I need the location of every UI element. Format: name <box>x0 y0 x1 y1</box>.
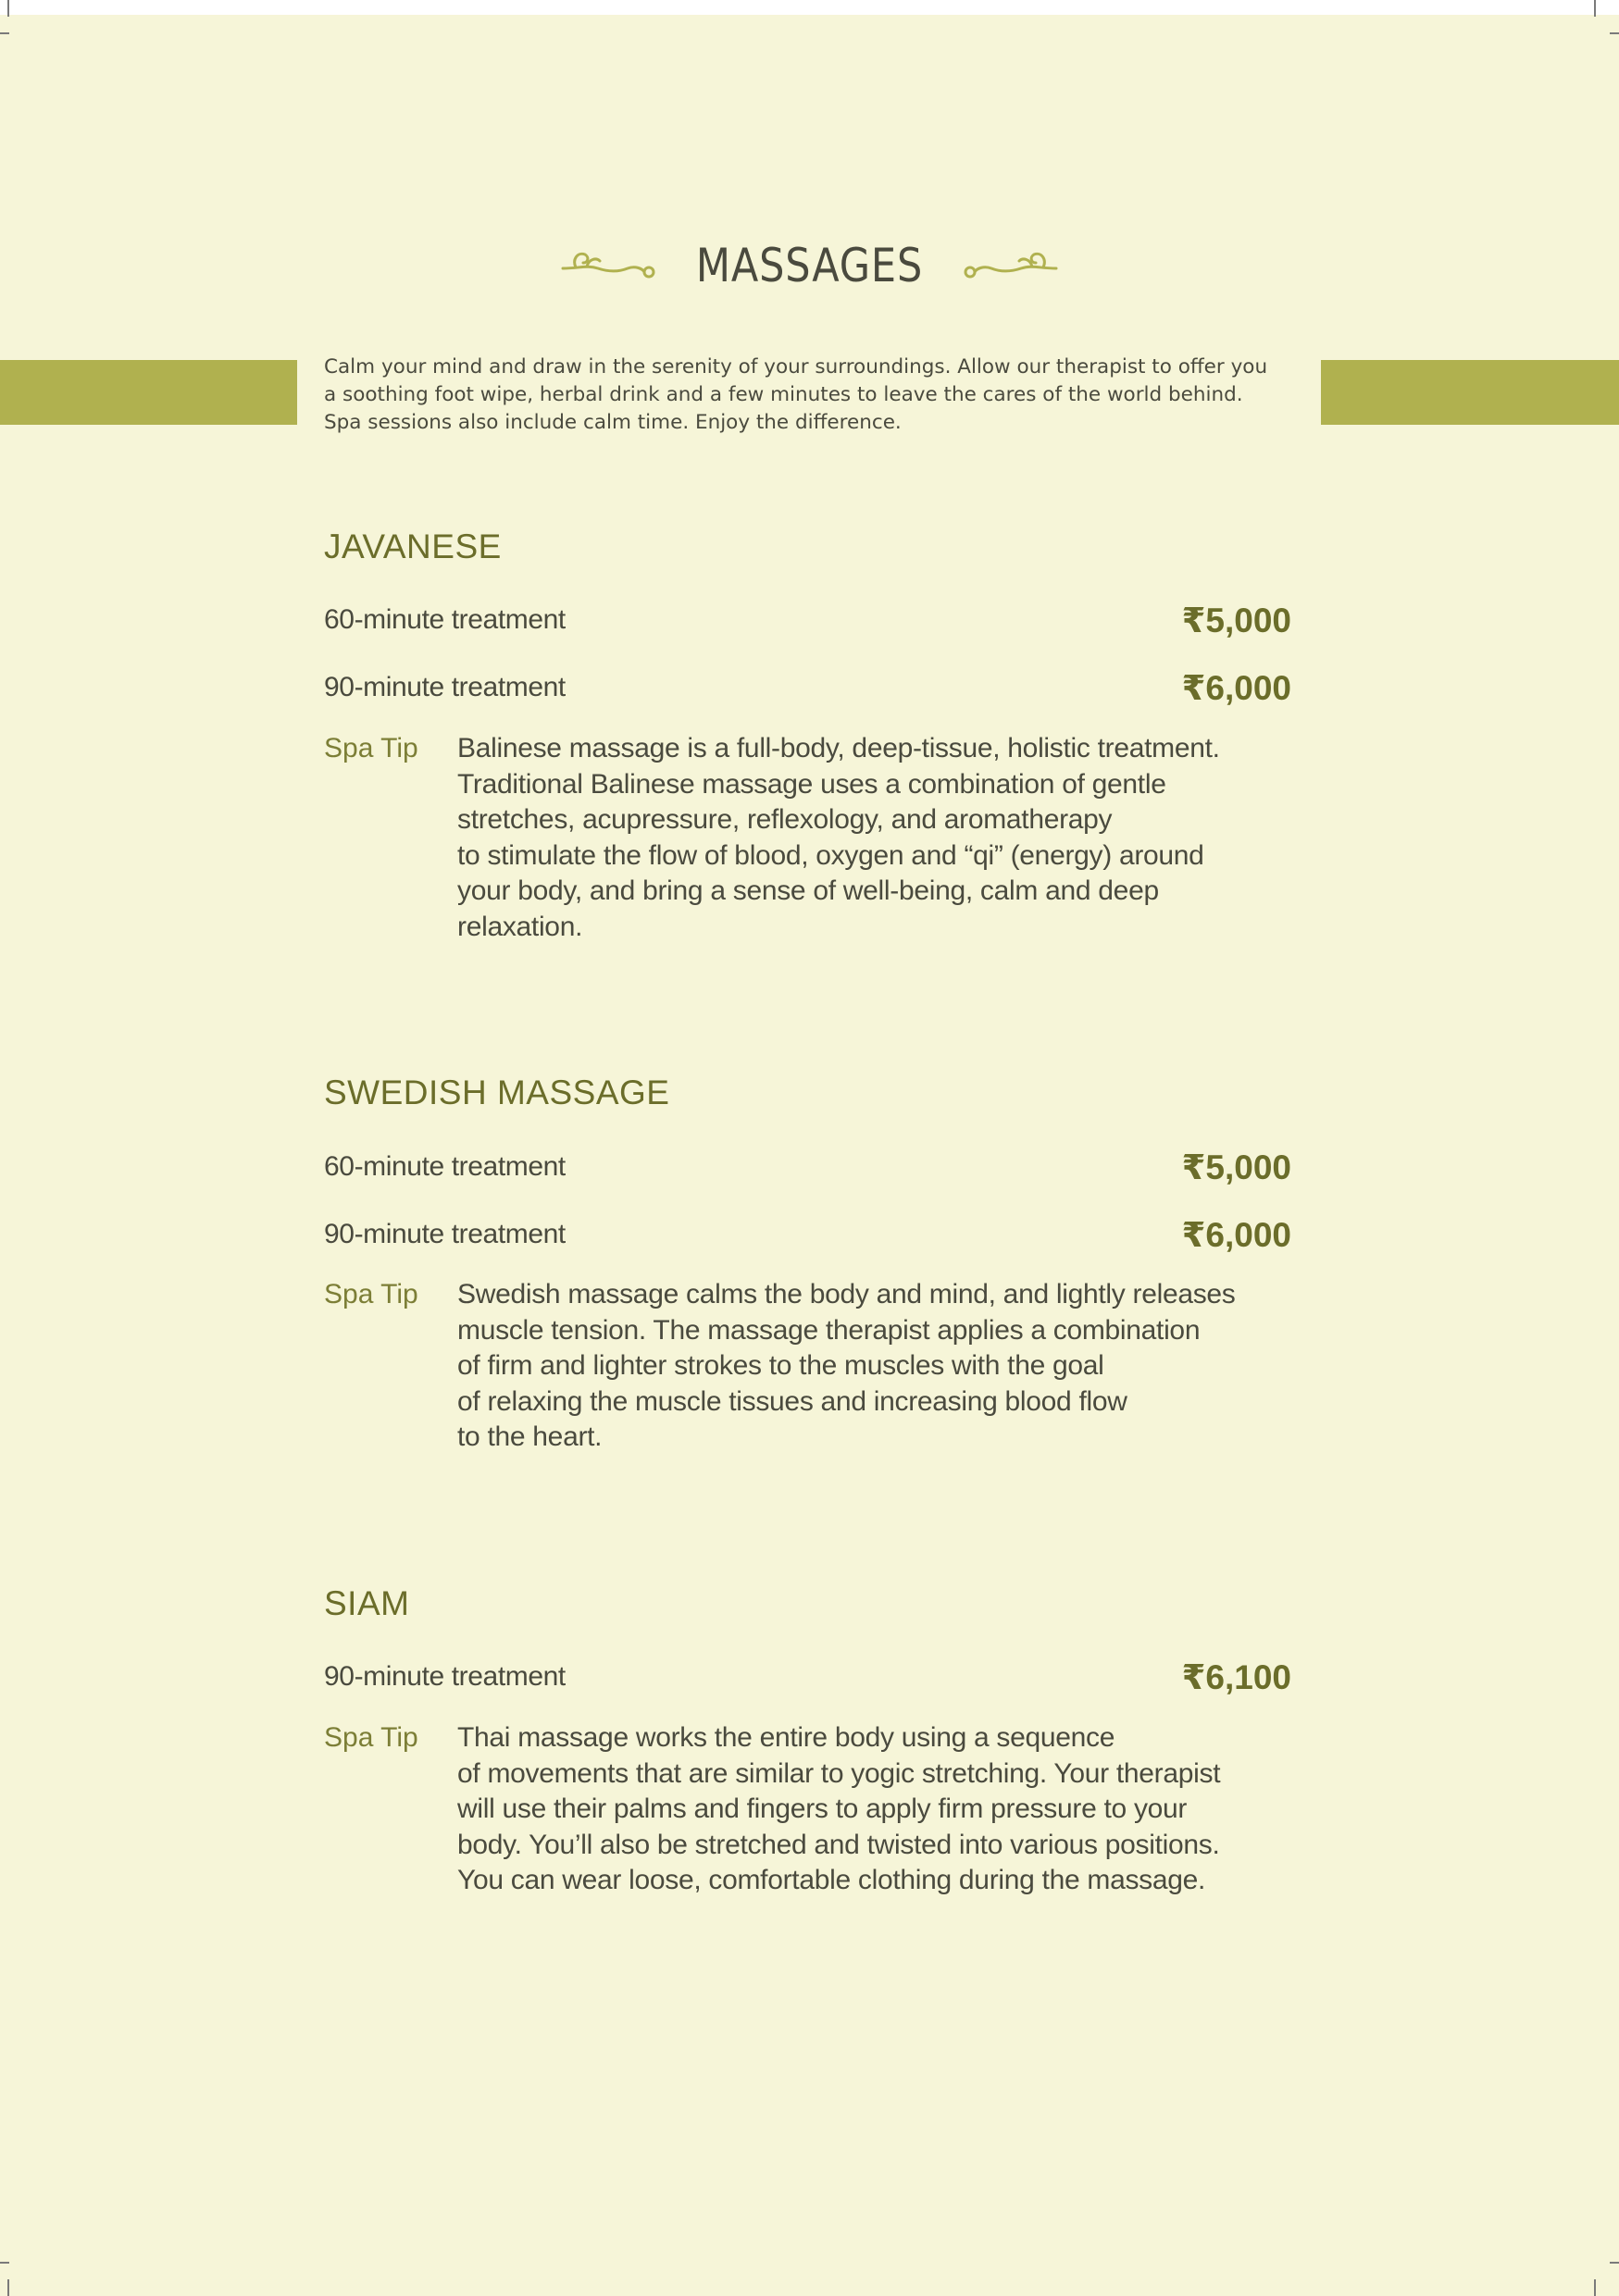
crop-mark-top-left <box>7 0 9 17</box>
crop-mark-left-bottom <box>0 2262 9 2264</box>
spa-tip-label: Spa Tip <box>324 733 418 763</box>
treatment-row <box>324 1148 1291 1188</box>
page-title: MASSAGES <box>695 239 924 292</box>
crop-mark-bottom-left <box>7 2279 9 2296</box>
treatment-label: 90-minute treatment <box>324 672 566 702</box>
spa-tip-label: Spa Tip <box>324 1722 418 1753</box>
intro-line: a soothing foot wipe, herbal drink and a few minutes to leave the cares of the world behind. <box>324 383 1243 406</box>
section-title: SIAM <box>324 1584 410 1622</box>
spa-tip-text <box>457 1720 1337 1899</box>
treatment-row <box>324 601 1291 641</box>
left-accent-band <box>0 360 297 425</box>
treatment-label: 90-minute treatment <box>324 1661 566 1692</box>
tip-line: Swedish massage calms the body and mind, and lightly releases <box>457 1279 1236 1309</box>
tip-line: Traditional Balinese massage uses a combination of gentle <box>457 768 1166 800</box>
crop-mark-bottom-right <box>1594 2279 1596 2296</box>
tip-line: of movements that are similar to yogic stretching. Your therapist <box>457 1757 1221 1789</box>
tip-line: to stimulate the flow of blood, oxygen and “qi” (energy) around <box>457 839 1204 871</box>
tip-line: to the heart. <box>457 1421 603 1452</box>
tip-line: of relaxing the muscle tissues and increasing blood flow <box>457 1385 1127 1417</box>
treatment-label: 90-minute treatment <box>324 1219 566 1249</box>
tip-line: your body, and bring a sense of well-being, calm and deep <box>457 875 1159 906</box>
tip-line: relaxation. <box>457 911 583 942</box>
spa-tip-text <box>457 731 1337 945</box>
spa-tip-text <box>457 1277 1337 1456</box>
treatment-price: ₹5,000 <box>1181 602 1291 639</box>
tip-line: Thai massage works the entire body using a sequence <box>457 1722 1115 1753</box>
title-block <box>0 239 1619 304</box>
treatment-label: 60-minute treatment <box>324 604 566 635</box>
right-accent-band <box>1321 360 1619 425</box>
tip-line: muscle tension. The massage therapist applies a combination <box>457 1314 1201 1346</box>
tip-line: Balinese massage is a full-body, deep-tissue, holistic treatment. <box>457 733 1220 763</box>
intro-line: Calm your mind and draw in the serenity of your surroundings. Allow our therapist to offer you <box>324 355 1268 379</box>
treatment-row <box>324 1215 1291 1256</box>
crop-mark-top-right <box>1594 0 1596 17</box>
tip-line: of firm and lighter strokes to the muscles with the goal <box>457 1350 1104 1381</box>
right-flourish-icon <box>958 248 1060 285</box>
treatment-price: ₹6,000 <box>1181 1216 1291 1254</box>
treatment-price: ₹6,100 <box>1181 1658 1291 1696</box>
treatment-row <box>324 1657 1291 1698</box>
intro-paragraph <box>324 354 1305 437</box>
section-title: SWEDISH MASSAGE <box>324 1074 670 1111</box>
tip-line: body. You’ll also be stretched and twisted into various positions. <box>457 1829 1220 1860</box>
crop-mark-left-top <box>0 32 9 34</box>
spa-tip-label: Spa Tip <box>324 1279 418 1309</box>
treatment-label: 60-minute treatment <box>324 1151 566 1182</box>
treatment-price: ₹5,000 <box>1181 1148 1291 1186</box>
tip-line: stretches, acupressure, reflexology, and aromatherapy <box>457 804 1113 835</box>
crop-mark-right-bottom <box>1610 2262 1619 2264</box>
tip-line: You can wear loose, comfortable clothing during the massage. <box>457 1865 1206 1895</box>
tip-line: will use their palms and fingers to apply firm pressure to your <box>457 1793 1188 1824</box>
treatment-price: ₹6,000 <box>1181 669 1291 707</box>
intro-line: Spa sessions also include calm time. Enjoy the difference. <box>324 411 902 434</box>
crop-mark-right-top <box>1610 32 1619 34</box>
section-title: JAVANESE <box>324 527 502 565</box>
treatment-row <box>324 668 1291 709</box>
